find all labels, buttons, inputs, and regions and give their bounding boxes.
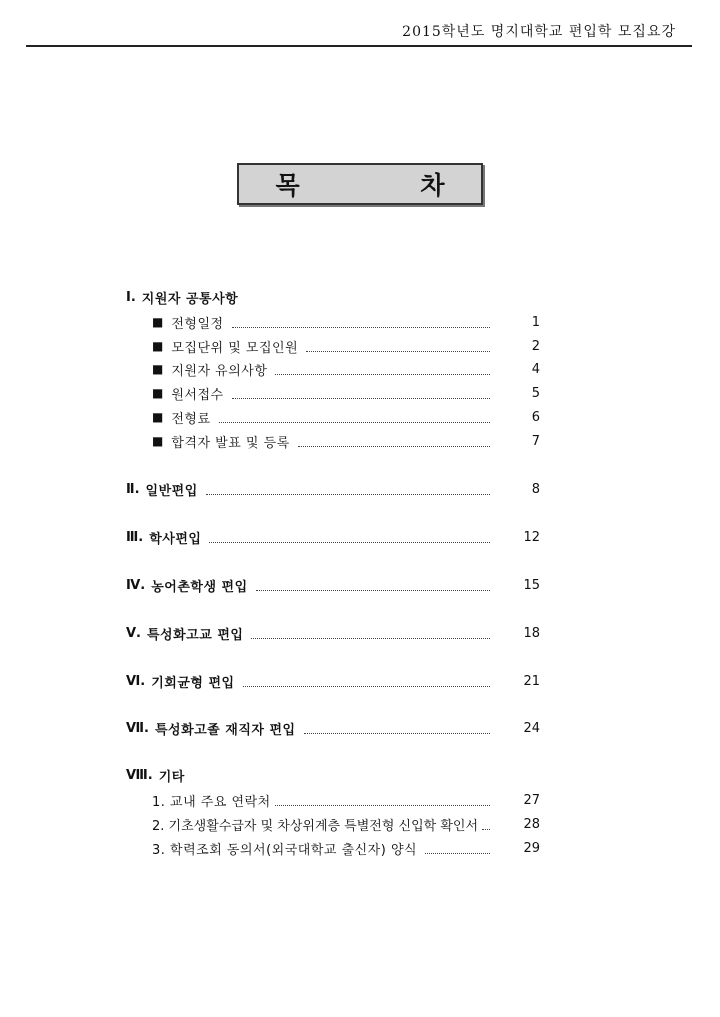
page-number: 29 [523, 840, 540, 856]
dot-leader [482, 829, 490, 830]
section-title: 학사편입 [149, 531, 202, 547]
page-number: 2 [531, 338, 540, 354]
item-label: 3. 학력조회 동의서(외국대학교 출신자) 양식 [152, 842, 418, 858]
toc-item[interactable] [152, 382, 540, 404]
square-bullet-icon: ■ [152, 434, 164, 448]
page-number: 15 [523, 577, 540, 593]
running-header-title: 2015학년도 명지대학교 편입학 모집요강 [402, 24, 676, 40]
section-title: 특성화고졸 재직자 편입 [154, 722, 296, 738]
section-title: 지원자 공통사항 [141, 291, 239, 307]
dot-leader [256, 590, 490, 591]
page-number: 7 [531, 433, 540, 449]
section-number: Ⅱ. [126, 481, 140, 497]
section-number: Ⅷ. [126, 767, 153, 783]
toc-item[interactable] [152, 430, 540, 452]
toc-section-2[interactable] [126, 478, 540, 500]
page-number: 18 [523, 625, 540, 641]
toc-section-6[interactable] [126, 670, 540, 692]
page-number: 27 [523, 792, 540, 808]
toc-item[interactable] [152, 358, 540, 380]
section-number: Ⅰ. [126, 289, 136, 305]
square-bullet-icon: ■ [152, 339, 164, 353]
page-number: 4 [531, 361, 540, 377]
dot-leader [304, 733, 490, 734]
item-label: 지원자 유의사항 [171, 363, 268, 379]
item-label: 1. 교내 주요 연락처 [152, 794, 271, 810]
page-number: 5 [531, 385, 540, 401]
section-number: Ⅲ. [126, 529, 144, 545]
item-label: 원서접수 [171, 387, 224, 403]
dot-leader [425, 853, 490, 854]
item-label: 전형일정 [171, 316, 224, 332]
page-number: 8 [531, 481, 540, 497]
dot-leader [206, 494, 490, 495]
running-header [26, 20, 692, 47]
section-number: Ⅳ. [126, 577, 146, 593]
dot-leader [232, 398, 490, 399]
toc-section-3[interactable] [126, 526, 540, 548]
square-bullet-icon: ■ [152, 386, 164, 400]
toc-title: 목 차 [275, 171, 501, 200]
square-bullet-icon: ■ [152, 315, 164, 329]
item-label: 모집단위 및 모집인원 [171, 340, 299, 356]
page-number: 12 [523, 529, 540, 545]
page-number: 6 [531, 409, 540, 425]
section-title: 특성화고교 편입 [147, 627, 244, 643]
toc-section-4[interactable] [126, 574, 540, 596]
toc-item[interactable] [152, 837, 540, 859]
dot-leader [275, 374, 490, 375]
section-title: 농어촌학생 편입 [151, 579, 248, 595]
dot-leader [243, 686, 490, 687]
section-number: Ⅴ. [126, 625, 141, 641]
dot-leader [251, 638, 490, 639]
section-title: 기타 [158, 769, 185, 785]
section-number: Ⅵ. [126, 673, 146, 689]
item-label: 합격자 발표 및 등록 [171, 435, 290, 451]
section-number: Ⅶ. [126, 720, 149, 736]
dot-leader [219, 422, 490, 423]
toc-section-7[interactable] [126, 717, 540, 739]
dot-leader [275, 805, 490, 806]
toc-item[interactable] [152, 335, 540, 357]
page-number: 1 [531, 314, 540, 330]
page-number: 28 [523, 816, 540, 832]
toc-section-8[interactable] [126, 764, 540, 786]
dot-leader [209, 542, 490, 543]
dot-leader [306, 351, 490, 352]
item-label: 2. 기초생활수급자 및 차상위계층 특별전형 신입학 확인서 [152, 818, 479, 834]
square-bullet-icon: ■ [152, 362, 164, 376]
item-label: 전형료 [171, 411, 211, 427]
toc-section-1[interactable] [126, 286, 540, 308]
toc-title-box [237, 163, 501, 205]
page-number: 24 [523, 720, 540, 736]
square-bullet-icon: ■ [152, 410, 164, 424]
section-title: 기회균형 편입 [151, 675, 235, 691]
toc-item[interactable] [152, 311, 540, 333]
toc-item[interactable] [152, 789, 540, 811]
toc-section-5[interactable] [126, 622, 540, 644]
page-number: 21 [523, 673, 540, 689]
dot-leader [232, 327, 490, 328]
dot-leader [298, 446, 490, 447]
toc-item[interactable] [152, 813, 540, 835]
section-title: 일반편입 [145, 483, 198, 499]
toc-item[interactable] [152, 406, 540, 428]
